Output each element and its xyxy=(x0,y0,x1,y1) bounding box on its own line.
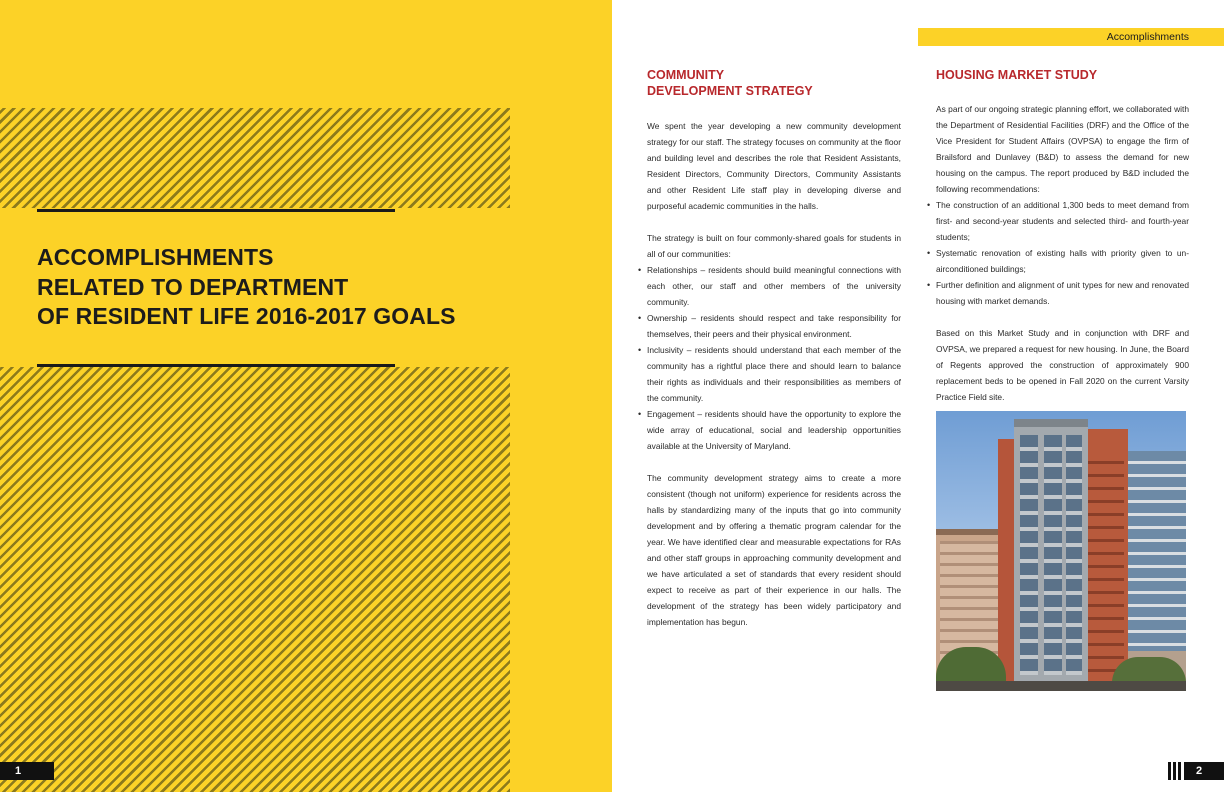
section-title-line: RELATED TO DEPARTMENT xyxy=(37,273,349,300)
recommendation-item: • Systematic renovation of existing halls with priority given to un-airconditioned buildings; xyxy=(936,245,1189,277)
goal-item-ownership: • Ownership – residents should respect and take responsibility for themselves, their peers and their physical environment. xyxy=(647,310,901,342)
community-closing-paragraph: The community development strategy aims to create a more consistent (though not uniform) experience for residents across the halls by standardizing many of the inputs that go into community development and by offering a thematic program calendar for the year. We have identified clear and measurable expectations for RAs and other staff groups in approaching community development and we have articulated a set of standards that every resident should expect to receive as part of their experience in our halls. The development of the strategy has been widely participatory and implementation has begun. xyxy=(647,473,901,627)
recommendation-item: • Further definition and alignment of unit types for new and renovated housing with market demands. xyxy=(936,277,1189,309)
page-number-right-block xyxy=(1168,762,1224,780)
page-marker-bars xyxy=(1168,762,1181,780)
housing-study-heading: HOUSING MARKET STUDY xyxy=(936,68,1098,82)
community-intro-paragraph: We spent the year developing a new community development strategy for our staff. The strategy focuses on community at the floor and building level and describes the role that Resident Assistants, Resident Directors, Community Directors, Community Assistants and other Resident Life staff play in developing diverse and purposeful academic communities in the halls. xyxy=(647,121,901,211)
recommendations-list xyxy=(936,197,1189,309)
residence-hall-photo xyxy=(936,411,1186,691)
goal-item-relationships: • Relationships – residents should build meaningful connections with each other, our staff and other members of the university community. xyxy=(647,262,901,310)
right-page xyxy=(612,0,1224,792)
page-number-left: 1 xyxy=(0,762,54,780)
housing-closing-paragraph: Based on this Market Study and in conjunction with DRF and OVPSA, we prepared a request for new housing. In June, the Board of Regents approved the construction of approximately 900 replacement beds to be opened in Fall 2020 on the current Varsity Practice Field site. xyxy=(936,327,1189,402)
section-title-line: ACCOMPLISHMENTS xyxy=(37,244,274,270)
recommendation-item: • The construction of an additional 1,300 beds to meet demand from first- and second-year students and selected third- and fourth-year students; xyxy=(936,197,1189,245)
housing-study-column xyxy=(936,68,1189,691)
community-strategy-heading xyxy=(647,68,901,99)
goals-intro-paragraph: The strategy is built on four commonly-shared goals for students in all of our communities: xyxy=(647,233,901,259)
goal-item-inclusivity: • Inclusivity – residents should understand that each member of the community has a rightful place there and should learn to balance their rights as individuals and their responsibilities as members of the community. xyxy=(647,342,901,406)
section-title xyxy=(37,243,577,332)
section-title-line: OF RESIDENT LIFE 2016-2017 GOALS xyxy=(37,303,456,329)
diagonal-stripe-pattern-bottom xyxy=(0,367,510,792)
goals-list xyxy=(647,262,901,454)
title-rule-bottom xyxy=(37,364,395,367)
goal-item-engagement: • Engagement – residents should have the opportunity to explore the wide array of educational, social and leadership opportunities available at the University of Maryland. xyxy=(647,406,901,454)
running-head: Accomplishments xyxy=(918,28,1224,46)
page-number-right: 2 xyxy=(1184,762,1224,780)
community-strategy-column xyxy=(647,68,901,646)
heading-line: DEVELOPMENT STRATEGY xyxy=(647,83,813,98)
title-rule-top xyxy=(37,209,395,212)
housing-intro-paragraph: As part of our ongoing strategic planning effort, we collaborated with the Department of Residential Facilities (DRF) and the Office of the Vice President for Student Affairs (OVPSA) to engage the firm of Brailsford and Dunlavey (B&D) to assess the demand for new housing on the campus. The report produced by B&D included the following recommendations: xyxy=(936,103,1189,194)
housing-study-heading-wrap xyxy=(936,68,1189,84)
heading-line: COMMUNITY xyxy=(647,68,725,82)
diagonal-stripe-pattern-top xyxy=(0,108,510,208)
